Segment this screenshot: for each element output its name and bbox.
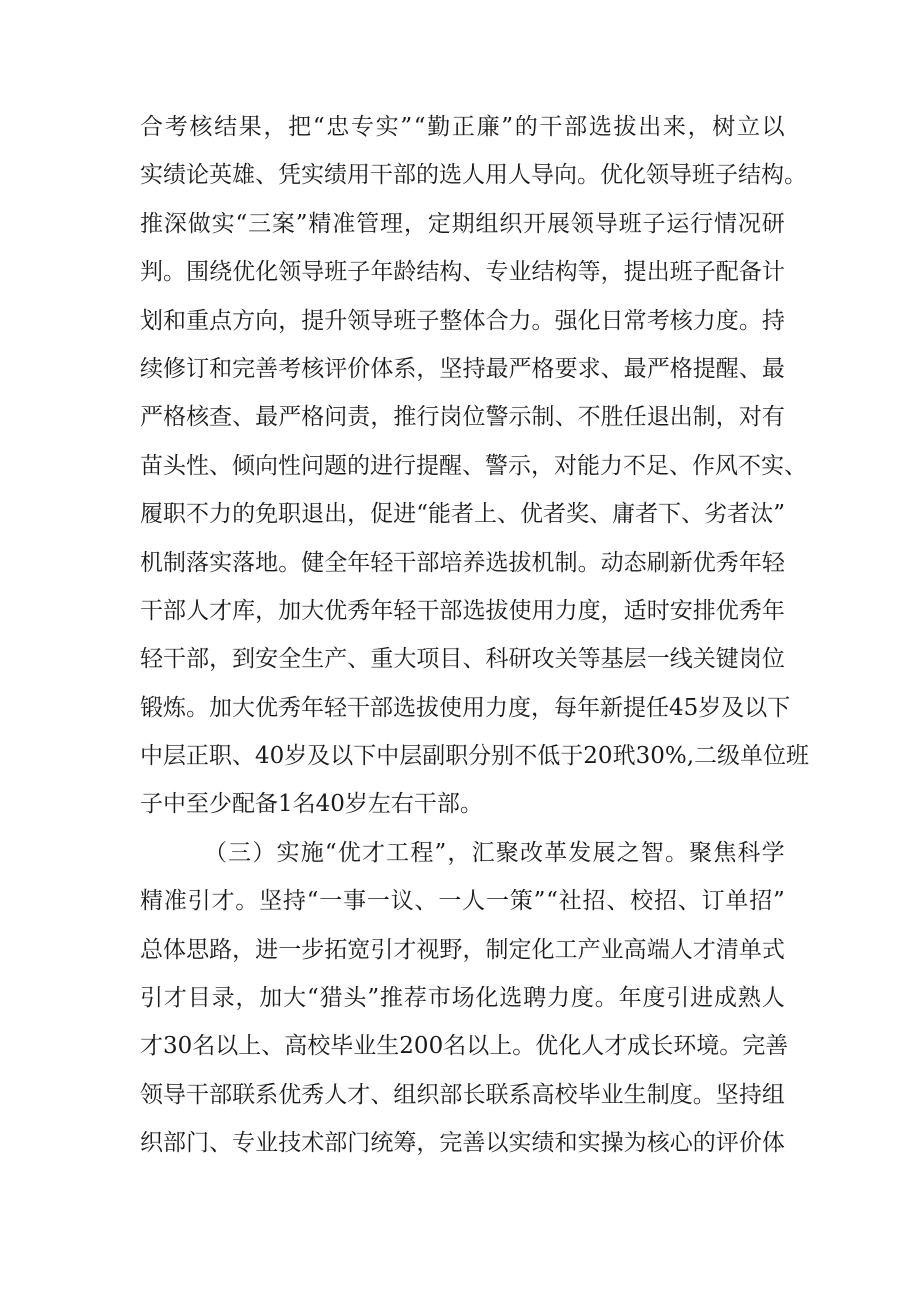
section-heading-line: （ 三 ） 实 施 “ 优 才 工 程 ” ， 汇 聚 改 革 发 展 之 智 。 聚 焦 科 学	[204, 839, 785, 866]
text-line: 推 深 做 实 “ 三 案 ” 精 准 管 理 ， 定 期 组 织 开 展 领 导 班 子 运 行 情 况 研	[140, 210, 785, 237]
text-line: 履 职 不 力 的 免 职 退 出 ， 促 进 “ 能 者 上 、 优 者 奖 、 庸 者 下 、 劣 者 汰 ”	[140, 501, 785, 528]
text-line: 实 绩 论 英 雄 、 凭 实 绩 用 干 部 的 选 人 用 人 导 向 。 优 化 领 导 班 子 结 构 。	[140, 162, 807, 189]
text-line: 锻 炼 。 加 大 优 秀 年 轻 干 部 选 拔 使 用 力 度 ， 每 年 新 提 任 4 5 岁 及 以 下	[140, 694, 791, 721]
text-line: 轻 干 部 ， 到 安 全 生 产 、 重 大 项 目 、 科 研 攻 关 等 基 层 一 线 关 键 岗 位	[140, 646, 785, 673]
text-line: 引 才 目 录 ， 加 大 “ 猎 头 ” 推 荐 市 场 化 选 聘 力 度 。 年 度 引 进 成 熟 人	[140, 985, 785, 1012]
text-line: 续 修 订 和 完 善 考 核 评 价 体 系 ， 坚 持 最 严 格 要 求 、 最 严 格 提 醒 、 最	[140, 355, 785, 382]
text-line: 干 部 人 才 库 ， 加 大 优 秀 年 轻 干 部 选 拔 使 用 力 度 ， 适 时 安 排 优 秀 年	[140, 597, 785, 624]
text-line: 严 格 核 查 、 最 严 格 问 责 ， 推 行 岗 位 警 示 制 、 不 胜 任 退 出 制 ， 对 有	[140, 404, 785, 431]
text-line: 苗 头 性 、 倾 向 性 问 题 的 进 行 提 醒 、 警 示 ， 对 能 力 不 足 、 作 风 不 实 、	[140, 452, 807, 479]
text-line: 中 层 正 职 、 4 0 岁 及 以 下 中 层 副 职 分 别 不 低 于 2 0 玳 3 0 % , 二 级 单 位 班	[140, 743, 810, 770]
text-line: 总 体 思 路 ， 进 一 步 拓 宽 引 才 视 野 ， 制 定 化 工 产 业 高 端 人 才 清 单 式	[140, 936, 785, 963]
text-line: 领 导 干 部 联 系 优 秀 人 才 、 组 织 部 长 联 系 高 校 毕 业 生 制 度 。 坚 持 组	[140, 1081, 785, 1108]
body-text	[140, 103, 810, 1168]
text-line: 判 。 围 绕 优 化 领 导 班 子 年 龄 结 构 、 专 业 结 构 等 ， 提 出 班 子 配 备 计	[140, 259, 785, 286]
text-line: 划 和 重 点 方 向 ， 提 升 领 导 班 子 整 体 合 力 。 强 化 日 常 考 核 力 度 。 持	[140, 307, 785, 334]
text-line: 机 制 落 实 落 地 。 健 全 年 轻 干 部 培 养 选 拔 机 制 。 动 态 刷 新 优 秀 年 轻	[140, 549, 785, 576]
paragraph-end-line: 子中至少配备1名40岁左右干部。	[140, 791, 483, 818]
text-line: 才 3 0 名 以 上 、 高 校 毕 业 生 2 0 0 名 以 上 。 优 化 人 才 成 长 环 境 。 完 善	[140, 1033, 789, 1060]
text-line: 织 部 门 、 专 业 技 术 部 门 统 筹 ， 完 善 以 实 绩 和 实 操 为 核 心 的 评 价 体	[140, 1130, 785, 1157]
text-line: 合 考 核 结 果 ， 把 “ 忠 专 实 ” “ 勤 正 廉 ” 的 干 部 选 拔 出 来 ， 树 立 以	[140, 114, 785, 140]
text-line: 精 准 引 才 。 坚 持 “ 一 事 一 议 、 一 人 一 策 ” “ 社 招 、 校 招 、 订 单 招 ”	[140, 888, 785, 915]
